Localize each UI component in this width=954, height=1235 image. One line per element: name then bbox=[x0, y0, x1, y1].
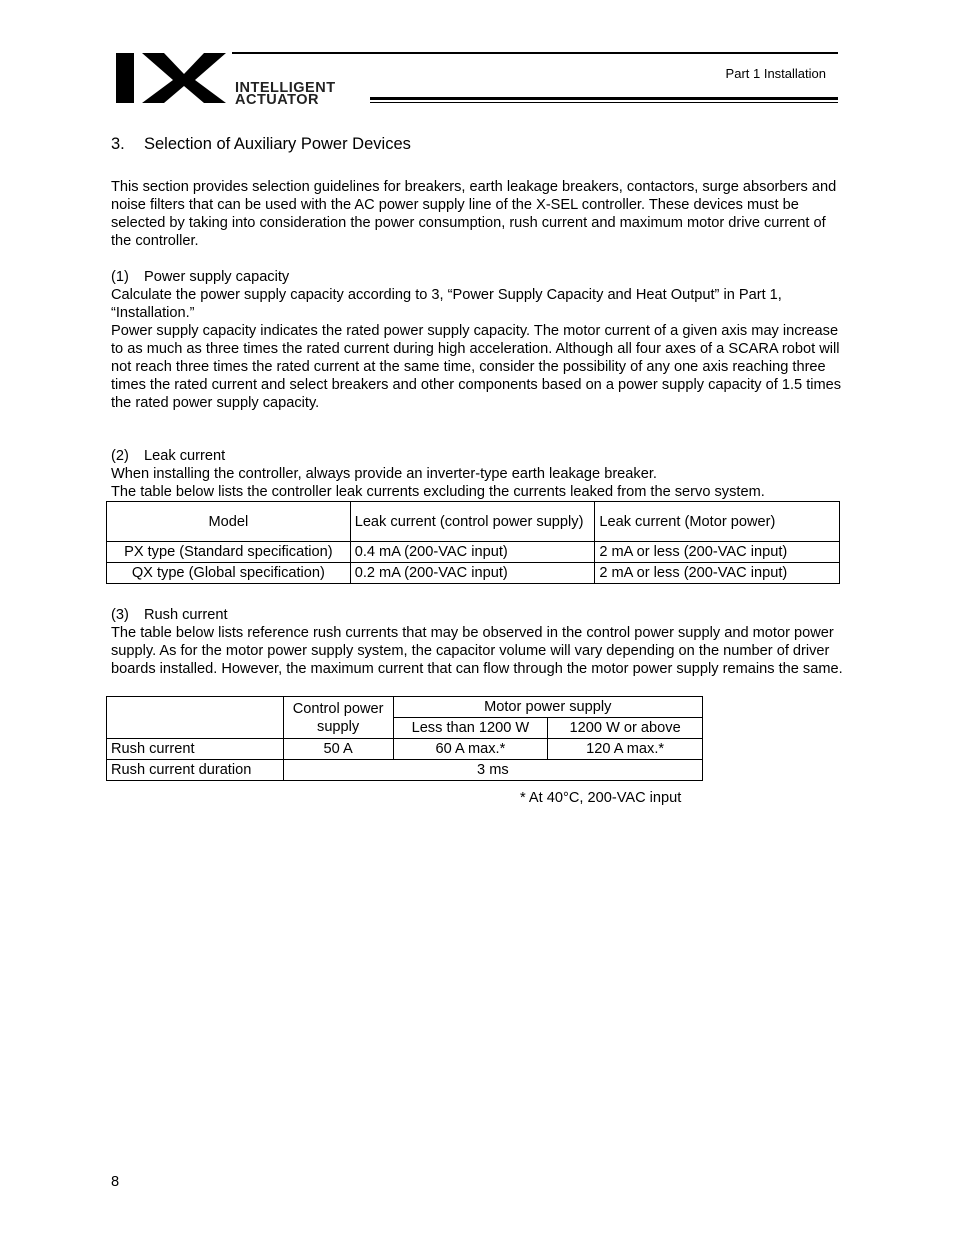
subsection-title: Rush current bbox=[144, 607, 228, 623]
table-header-row bbox=[107, 697, 703, 718]
header-cell: Leak current (control power supply) bbox=[350, 502, 595, 542]
table-row bbox=[107, 542, 840, 563]
table-row bbox=[107, 760, 703, 781]
table-cell: 120 A max.* bbox=[548, 739, 703, 760]
subsection-title: Power supply capacity bbox=[144, 269, 290, 285]
power-supply-heading bbox=[111, 268, 843, 286]
page-number: 8 bbox=[111, 1174, 120, 1190]
leak-current-section bbox=[111, 447, 843, 501]
table-cell: 0.2 mA (200-VAC input) bbox=[350, 563, 595, 584]
table-cell: 2 mA or less (200-VAC input) bbox=[595, 563, 840, 584]
subsection-number: (3) bbox=[111, 607, 129, 623]
header-cell: Motor power supply bbox=[393, 697, 702, 718]
table-row bbox=[107, 563, 840, 584]
table-cell: 60 A max.* bbox=[393, 739, 548, 760]
header-rule bbox=[370, 102, 838, 103]
section-title-text: Selection of Auxiliary Power Devices bbox=[144, 135, 411, 153]
subsection-number: (1) bbox=[111, 269, 129, 285]
part-label: Part 1 Installation bbox=[725, 66, 826, 81]
header-cell: Less than 1200 W bbox=[393, 718, 548, 739]
table-cell: Rush current bbox=[107, 739, 284, 760]
header-rule bbox=[232, 52, 838, 54]
header-cell: Control power supply bbox=[283, 697, 393, 739]
section-title bbox=[111, 135, 411, 154]
leak-current-paragraph-2: The table below lists the controller leak currents excluding the currents leaked from the servo system. bbox=[111, 484, 765, 500]
power-supply-paragraph-2: Power supply capacity indicates the rated power supply capacity. The motor current of a given axis may increase to as much as three times the rated current during high acceleration. Although all four axes of a SCARA robot will not reach three times the rated current at the same time, consider the possibility of any one axis reaching three times the rated current and select breakers and other components based on a power supply capacity of 1.5 times the rated power supply capacity. bbox=[111, 323, 842, 411]
rush-current-heading bbox=[111, 606, 843, 624]
table-cell: 0.4 mA (200-VAC input) bbox=[350, 542, 595, 563]
rush-current-section bbox=[111, 606, 843, 678]
subsection-number: (2) bbox=[111, 448, 129, 464]
leak-current-paragraph-1: When installing the controller, always provide an inverter-type earth leakage breaker. bbox=[111, 466, 657, 482]
footnote: * At 40°C, 200-VAC input bbox=[520, 790, 682, 806]
header-rule bbox=[370, 97, 838, 100]
leak-current-heading bbox=[111, 447, 843, 465]
intelligent-actuator-logo bbox=[114, 50, 404, 106]
header-cell: 1200 W or above bbox=[548, 718, 703, 739]
power-supply-paragraph-1: Calculate the power supply capacity according to 3, “Power Supply Capacity and Heat Output” in Part 1, “Installation.” bbox=[111, 287, 782, 321]
rush-current-table bbox=[106, 696, 703, 781]
intro-paragraph bbox=[111, 178, 843, 250]
rush-current-paragraph: The table below lists reference rush currents that may be observed in the control power supply and motor power supply. As for the motor power supply system, the capacitor volume will vary depending on the number of driver boards installed. However, the maximum current that can flow through the motor power supply remains the same. bbox=[111, 625, 843, 677]
logo-text-1: INTELLIGENT bbox=[235, 80, 336, 96]
table-cell: 3 ms bbox=[283, 760, 702, 781]
section-number: 3. bbox=[111, 135, 125, 153]
header-cell: Model bbox=[107, 502, 351, 542]
header-cell: Leak current (Motor power) bbox=[595, 502, 840, 542]
table-cell: PX type (Standard specification) bbox=[107, 542, 351, 563]
table-cell: QX type (Global specification) bbox=[107, 563, 351, 584]
table-cell: Rush current duration bbox=[107, 760, 284, 781]
table-row bbox=[107, 739, 703, 760]
table-header-row bbox=[107, 502, 840, 542]
table-cell: 50 A bbox=[283, 739, 393, 760]
empty-header-cell bbox=[107, 697, 284, 739]
power-supply-section bbox=[111, 268, 843, 412]
table-cell: 2 mA or less (200-VAC input) bbox=[595, 542, 840, 563]
leak-current-table bbox=[106, 501, 840, 584]
logo-text-2: ACTUATOR bbox=[235, 92, 320, 106]
intro-text: This section provides selection guidelines for breakers, earth leakage breakers, contactors, surge absorbers and noise filters that can be used with the AC power supply line of the X-SEL controller. These devices must be selected by taking into consideration the power consumption, rush current and maximum motor drive current of the controller. bbox=[111, 179, 837, 249]
subsection-title: Leak current bbox=[144, 448, 226, 464]
